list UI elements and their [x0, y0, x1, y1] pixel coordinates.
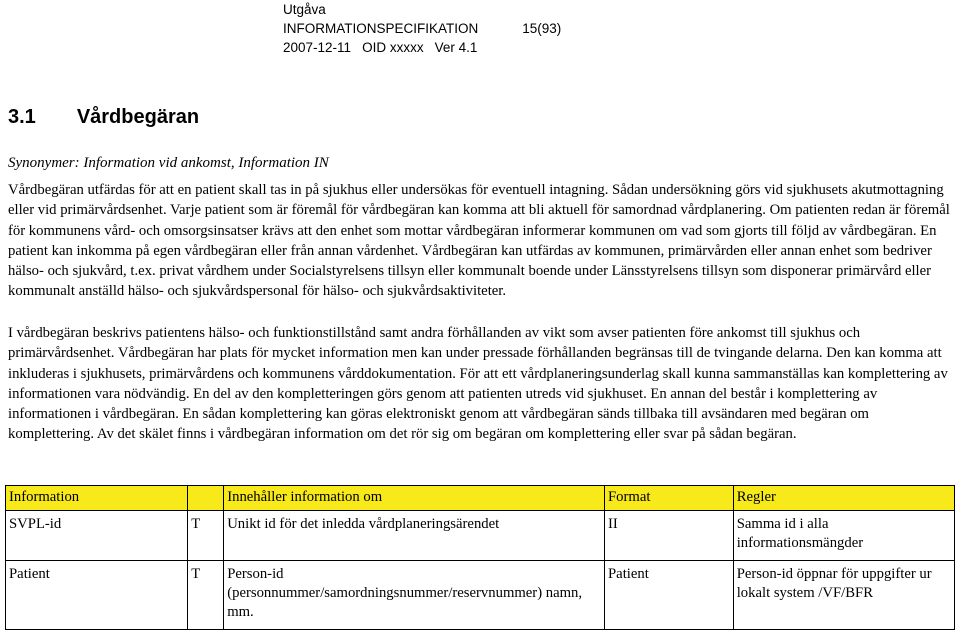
column-header-format: Format: [605, 486, 734, 511]
table-row: [6, 561, 955, 630]
column-header-rules: Regler: [733, 486, 954, 511]
table-cell: Patient: [605, 561, 734, 630]
document-date: 2007-12-11: [283, 40, 352, 55]
synonyms-line: Synonymer: Information vid ankomst, Information IN: [8, 155, 329, 171]
table-cell: SVPL-id: [6, 511, 188, 561]
paragraph-1: Vårdbegäran utfärdas för att en patient skall tas in på sjukhus eller undersökas för eventuell intagning. Sådan undersökning görs vid sjukhusets akutmottagning eller vid primärvårdsenhet. Varje patient som är föremål för vårdbegäran kan komma att bli aktuell för samordnad vårdplanering. Om patienten redan är föremål för kommunens vård- och omsorgsinsatser krävs att den enhet som mottar vårdbegäran informerar kommunen om vad som gjorts till följd av vårdbegäran. En patient kan inkomma på egen vårdbegäran eller från annan vårdenhet. Vårdbegäran kan utfärdas av kommunen, primärvården eller annan enhet som bedriver hälso- och sjukvård, t.ex. privat vårdhem under Socialstyrelsens tillsyn eller kommunalt boende under Länsstyrelsens tillsyn som disponerar primärvård eller kommunalt anställd hälso- och sjukvårdspersonal för hälso- och sjukvårdsaktiviteter.: [8, 182, 950, 300]
spec-title: INFORMATIONSPECIFIKATION: [283, 21, 479, 36]
table-cell: T: [188, 561, 224, 630]
table-cell: T: [188, 511, 224, 561]
oid-label: OID xxxxx: [362, 40, 424, 55]
information-table: [5, 485, 955, 630]
column-header-type: [188, 486, 224, 511]
document-header: [283, 0, 561, 57]
table-cell: Person-id öppnar för uppgifter ur lokalt system /VF/BFR: [733, 561, 954, 630]
table-cell: Samma id i alla informationsmängder: [733, 511, 954, 561]
spec-title-row: [283, 19, 561, 38]
section-number: 3.1: [8, 106, 36, 128]
table-cell: II: [605, 511, 734, 561]
version-label: Ver 4.1: [434, 40, 478, 55]
page-number: 15(93): [522, 21, 562, 36]
table-cell: Person-id (personnummer/samordningsnummer/reservnummer) namn, mm.: [224, 561, 605, 630]
table-header-row: [6, 486, 955, 511]
paragraph-2: I vårdbegäran beskrivs patientens hälso- och funktionstillstånd samt andra förhållanden av vikt som avser patienten före ankomst till sjukhus och primärvårdsenhet. Vårdbegäran har plats för mycket information men kan under pressade förhållanden begränsas till de tvingande delarna. Den kan komma att inkluderas i sjukhusets, primärvårdens och kommunens vårddokumentation. För att ett vårdplaneringsunderlag skall kunna sammanställas kan komplettering av informationen vara nödvändig. En del av den kompletteringen görs genom att patienten utreds vid sjukhuset. En annan del består i komplettering av informationen i vårdbegäran. En sådan komplettering kan göras elektroniskt genom att vårdbegäran sänds tillbaka till avsändaren med begäran om komplettering. Av det skälet finns i vårdbegäran information om det rör sig om begäran om komplettering eller svar på sådan begäran.: [8, 325, 948, 443]
table-cell: Patient: [6, 561, 188, 630]
column-header-contains: Innehåller information om: [224, 486, 605, 511]
edition-label: Utgåva: [283, 2, 326, 17]
column-header-information: Information: [6, 486, 188, 511]
section-heading: [8, 106, 199, 129]
version-row: [283, 38, 561, 57]
table-cell: Unikt id för det inledda vårdplaneringsärendet: [224, 511, 605, 561]
section-title: Vårdbegäran: [76, 106, 200, 128]
table-row: [6, 511, 955, 561]
